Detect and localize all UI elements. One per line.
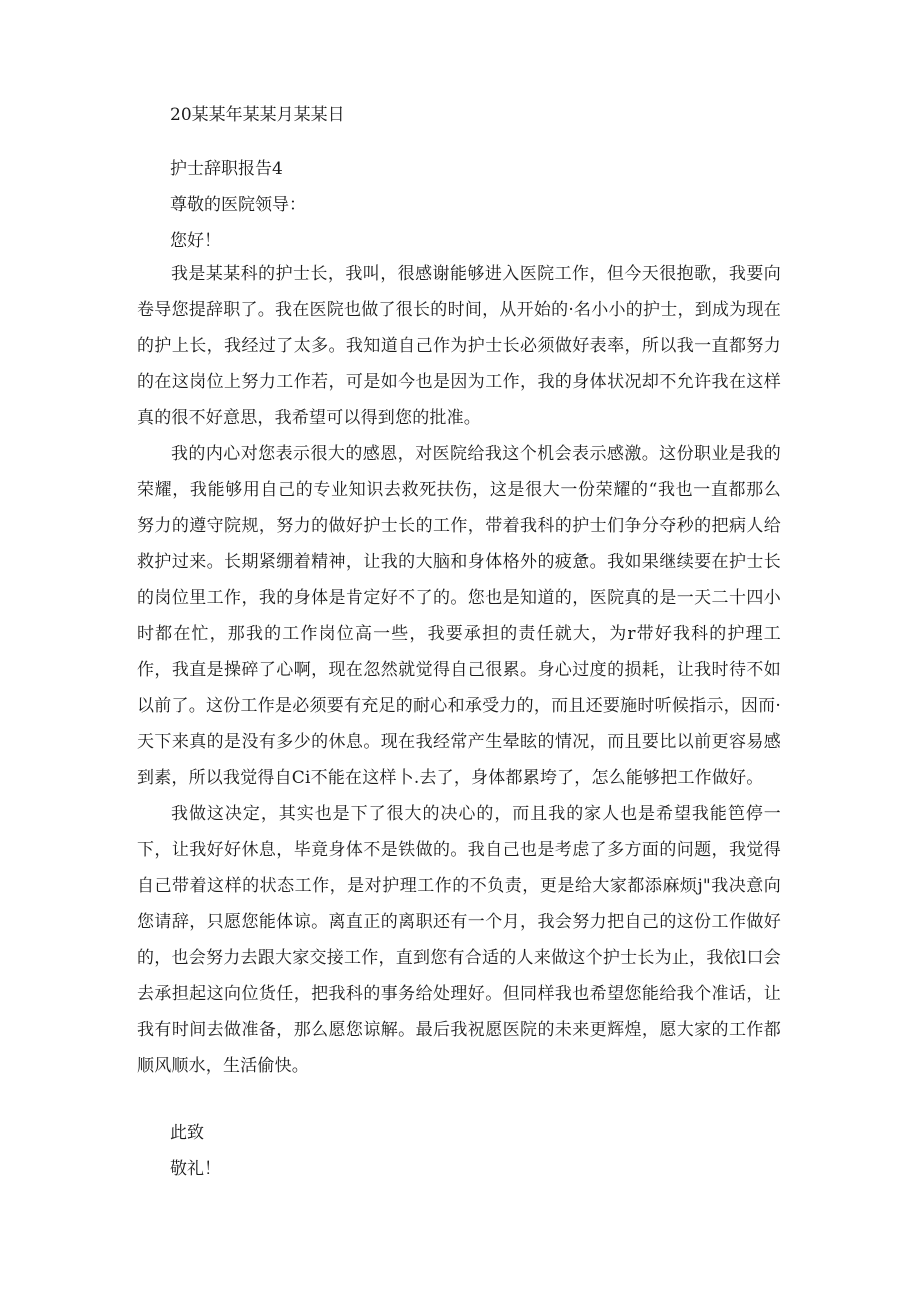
salutation: 尊敬的医院领导：	[170, 195, 306, 215]
paragraph-1: 我是某某科的护士长，我叫，很感谢能够进入医院工作，但今天很抱歌，我要向卷导您提辞职了。我在医院也做了很长的时间，从开始的·名小小的护士，到成为现在的护上长，我经过了太多。我知道自己作为护士长必须做好表率，所以我一直都努力的在这岗位上努力工作若，可是如今也是因为工作，我的身体状况却不允许我在这样真的很不好意思，我希望可以得到您的批准。	[137, 264, 781, 428]
greeting: 您好！	[170, 231, 221, 251]
closing-line-1: 此致	[170, 1123, 204, 1143]
paragraph-2: 我的内心对您表示很大的感恩，对医院给我这个机会表示感激。这份职业是我的荣耀，我能够用自己的专业知识去救死扶伤，这是很大一份荣耀的“我也一直都那么努力的遵守院规，努力的做好护士长的工作，带着我科的护士们争分夺秒的把病人给救护过来。长期紧绷着精神，让我的大脑和身体格外的疲惫。我如果继续要在护士长的岗位里工作，我的身体是肯定好不了的。您也是知道的，医院真的是一天二十四小时都在忙，那我的工作岗位高一些，我要承担的责任就大，为r带好我科的护理工作，我直是操碎了心啊，现在忽然就觉得自己很累。身心过度的损耗，让我时待不如以前了。这份工作是必须要有充足的耐心和承受力的，而且还要施时听候指示，因而·天下来真的是没有多少的休息。现在我经常产生晕眩的情况，而且要比以前更容易感到素，所以我觉得自Ci不能在这样卜.去了，身体都累垮了，怎么能够把工作做好。	[137, 444, 781, 788]
closing-line-2: 敬礼！	[170, 1159, 221, 1179]
date-line: 20某某年某某月某某日	[170, 105, 345, 125]
document-title: 护士辞职报告4	[170, 159, 283, 179]
paragraph-3: 我做这决定，其实也是下了很大的决心的，而且我的家人也是希望我能笆停一下，让我好好休息，毕竟身体不是铁做的。我自己也是考虑了多方面的问题，我觉得自己带着这样的状态工作，是对护理工作的不负责，更是给大家都添麻烦j"我决意向您请辞，只愿您能体谅。离直正的离职还有一个月，我会努力把自己的这份工作做好的，也会努力去跟大家交接工作，直到您有合适的人来做这个护士长为止，我依l口会去承担起这向位货任，把我科的事务给处理好。但同样我也希望您能给我个准话，让我有时间去做准备，那么愿您谅解。最后我祝愿医院的未来更辉煌，愿大家的工作都顺风顺水，生活偷快。	[137, 804, 781, 1076]
